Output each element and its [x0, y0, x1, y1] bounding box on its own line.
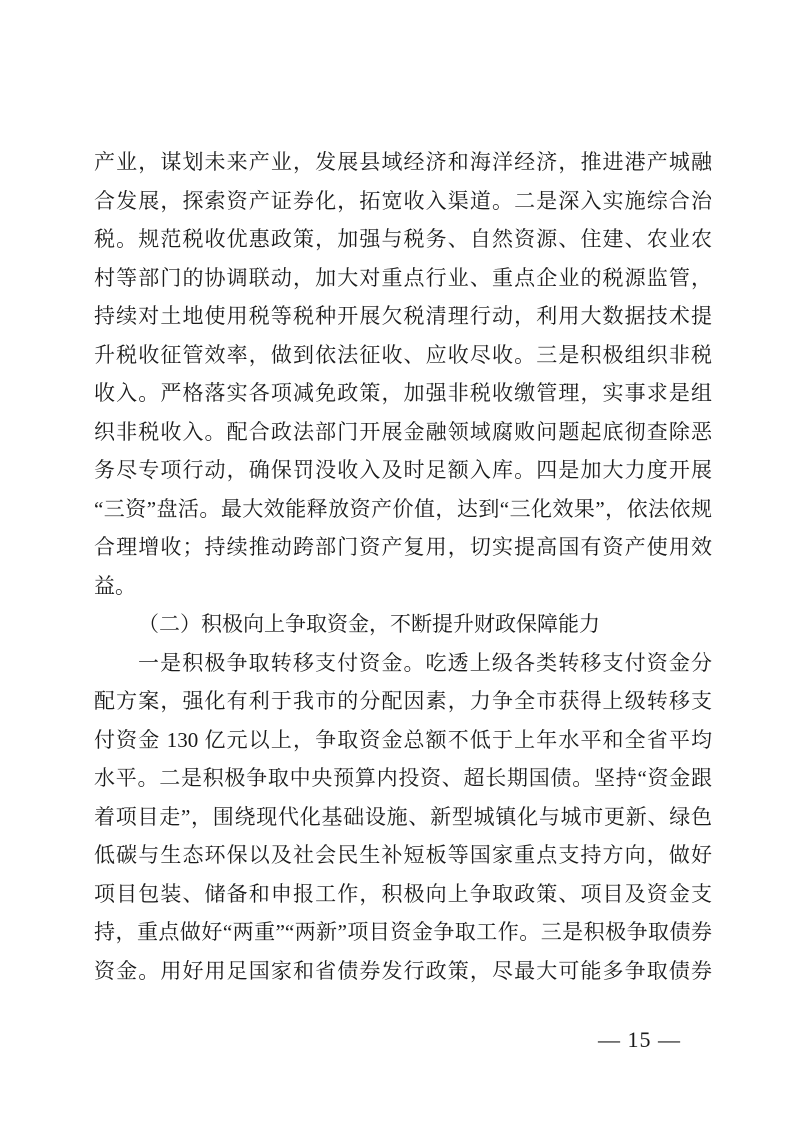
- text-line: 水平。二是积极争取中央预算内投资、超长期国债。坚持“资金跟: [94, 766, 712, 790]
- text-line: 织非税收入。配合政法部门开展金融领域腐败问题起底彻查除恶: [94, 419, 712, 444]
- text-line: 配方案，强化有利于我市的分配因素，力争全市获得上级转移支: [94, 689, 712, 713]
- text-line: 务尽专项行动，确保罚没收入及时足额入库。四是加大力度开展: [94, 458, 712, 482]
- text-line: 合发展，探索资产证券化，拓宽收入渠道。二是深入实施综合治: [94, 188, 712, 213]
- text-line: 收入。严格落实各项减免政策，加强非税收缴管理，实事求是组: [94, 381, 712, 405]
- text-line: 项目包装、储备和申报工作，积极向上争取政策、项目及资金支: [94, 881, 712, 906]
- text-line: 税。规范税收优惠政策，加强与税务、自然资源、住建、农业农: [94, 227, 712, 251]
- text-line: 升税收征管效率，做到依法征收、应收尽收。三是积极组织非税: [94, 342, 712, 367]
- text-line: 益。: [94, 573, 136, 598]
- text-line: 付资金 130 亿元以上，争取资金总额不低于上年水平和全省平均: [94, 727, 712, 752]
- paragraph-continuation: [94, 143, 712, 605]
- text-line: 村等部门的协调联动，加大对重点行业、重点企业的税源监管，: [94, 265, 712, 290]
- document-body: [94, 143, 712, 990]
- text-line: 持续对土地使用税等税种开展欠税清理行动，利用大数据技术提: [94, 304, 712, 328]
- text-line: 持，重点做好“两重”“两新”项目资金争取工作。三是积极争取债券: [94, 920, 712, 944]
- page-number: — 15 —: [598, 1027, 681, 1052]
- text-line: 资金。用好用足国家和省债券发行政策，尽最大可能多争取债券: [94, 958, 712, 983]
- text-line: 低碳与生态环保以及社会民生补短板等国家重点支持方向，做好: [94, 843, 712, 867]
- section-heading: （二）积极向上争取资金，不断提升财政保障能力: [138, 612, 600, 636]
- text-line: 一是积极争取转移支付资金。吃透上级各类转移支付资金分: [138, 650, 712, 675]
- paragraph-2: [94, 644, 712, 991]
- text-line: 产业，谋划未来产业，发展县域经济和海洋经济，推进港产城融: [94, 150, 712, 174]
- text-line: 合理增收；持续推动跨部门资产复用，切实提高国有资产使用效: [94, 535, 712, 559]
- text-line: 着项目走”，围绕现代化基础设施、新型城镇化与城市更新、绿色: [94, 804, 712, 829]
- text-line: “三资”盘活。最大效能释放资产价值，达到“三化效果”，依法依规: [94, 496, 712, 521]
